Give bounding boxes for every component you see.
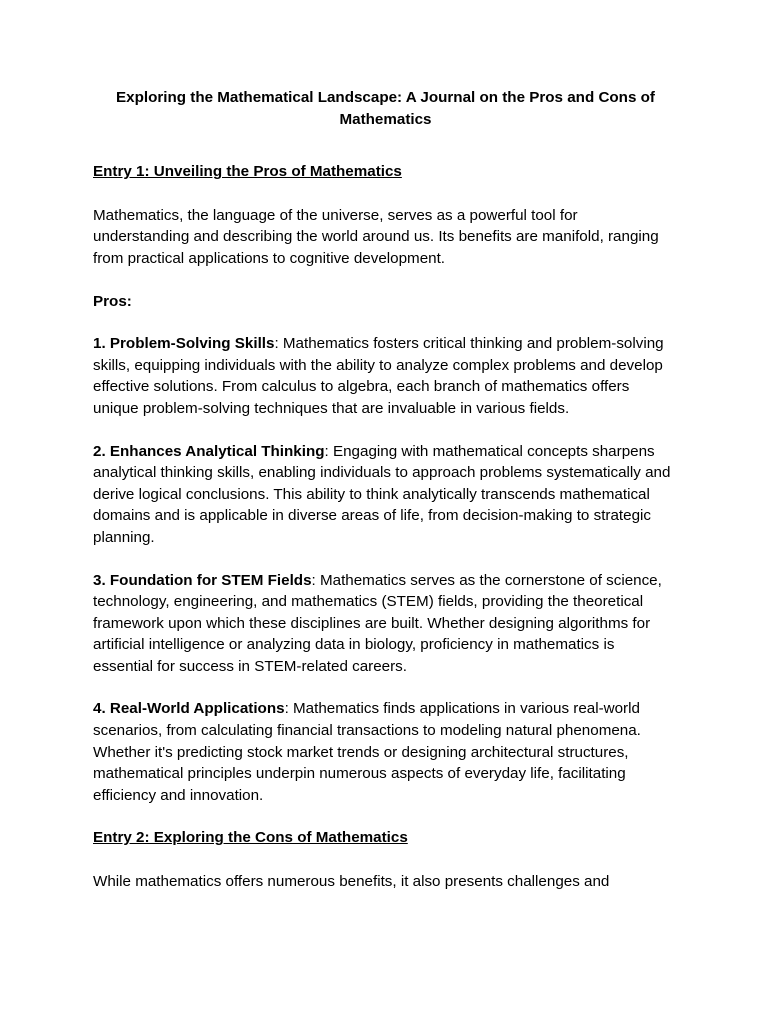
pro-item-1 <box>93 333 678 419</box>
pro-item-text: : Mathematics serves as the cornerstone of science, technology, engineering, and mathematics (STEM) fields, providing the theoretical framework upon which these disciplines are built. Whether designing algorithms for artificial intelligence or analyzing data in biology, proficiency in mathematics is essential for success in STEM-related careers. <box>93 571 662 675</box>
entry-1-intro: Mathematics, the language of the universe, serves as a powerful tool for understanding and describing the world around us. Its benefits are manifold, ranging from practical applications to cognitive development. <box>93 206 659 267</box>
document-title: Exploring the Mathematical Landscape: A Journal on the Pros and Cons of Mathematics <box>116 89 655 128</box>
entry-2-intro: While mathematics offers numerous benefits, it also presents challenges and <box>93 873 610 891</box>
pro-item-2 <box>93 441 678 549</box>
entry-2-heading: Entry 2: Exploring the Cons of Mathematics <box>93 829 408 847</box>
pro-item-4 <box>93 698 678 806</box>
pros-label: Pros: <box>93 292 132 310</box>
pro-item-title: 2. Enhances Analytical Thinking <box>93 442 325 460</box>
pro-item-text: : Mathematics finds applications in various real-world scenarios, from calculating financial transactions to modeling natural phenomena. Whether it's predicting stock market trends or designing architectural structures, mathematical principles underpin numerous aspects of everyday life, facilitating efficiency and innovation. <box>93 700 641 804</box>
pro-item-text: : Engaging with mathematical concepts sharpens analytical thinking skills, enabling individuals to approach problems systematically and derive logical conclusions. This ability to think analytically transcends mathematical domains and is applicable in diverse areas of life, from decision-making to strategic planning. <box>93 442 671 546</box>
pro-item-3 <box>93 570 678 678</box>
pro-item-title: 4. Real-World Applications <box>93 700 285 718</box>
pro-item-title: 1. Problem-Solving Skills <box>93 335 275 353</box>
document-page <box>93 87 678 914</box>
pro-item-title: 3. Foundation for STEM Fields <box>93 571 312 589</box>
entry-1-heading: Entry 1: Unveiling the Pros of Mathematics <box>93 163 402 181</box>
pro-item-text: : Mathematics fosters critical thinking and problem-solving skills, equipping individuals with the ability to analyze complex problems and develop effective solutions. From calculus to algebra, each branch of mathematics offers unique problem-solving techniques that are invaluable in various fields. <box>93 335 664 417</box>
